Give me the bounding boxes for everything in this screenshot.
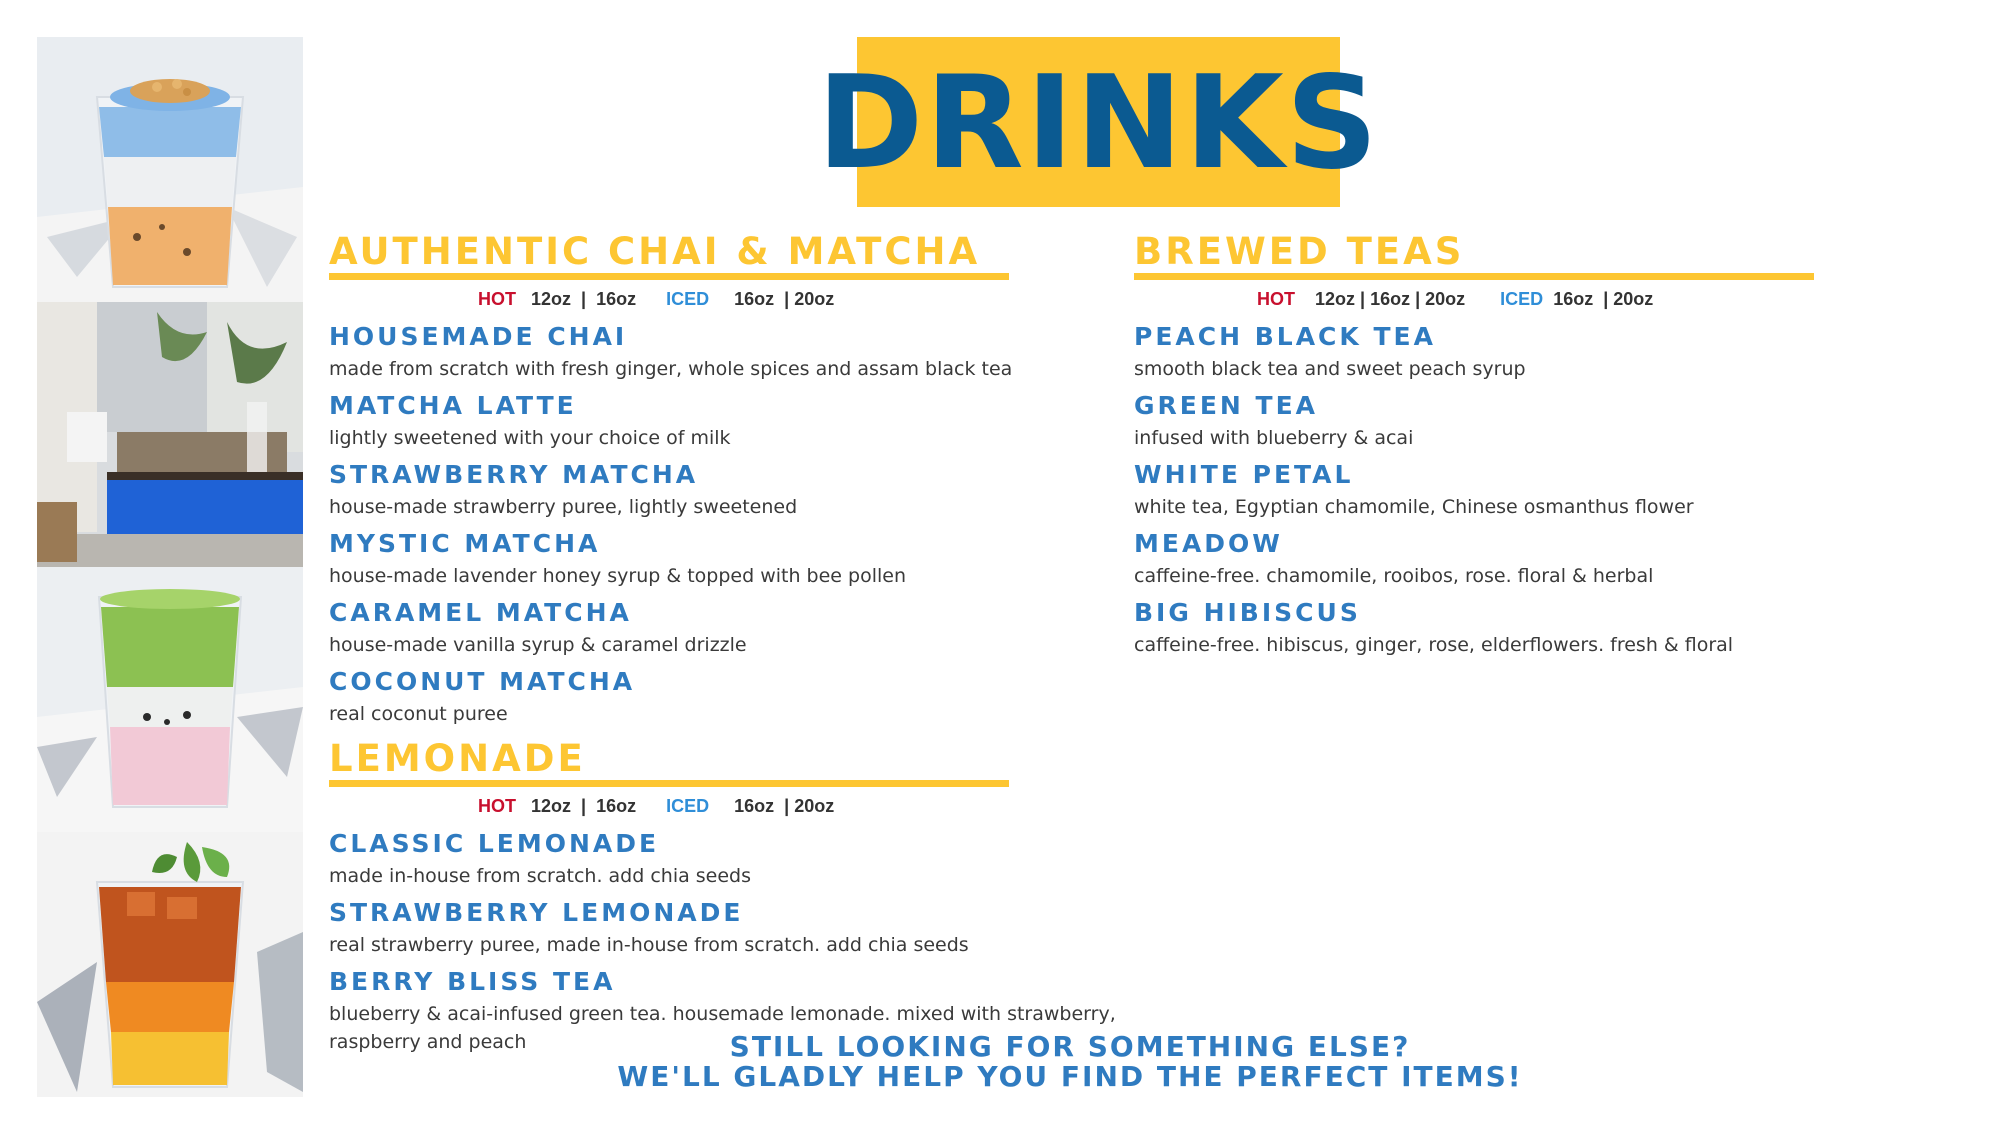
size-options — [478, 290, 834, 308]
iced-sizes: 16oz | 20oz — [1553, 289, 1654, 309]
section-divider — [329, 273, 1009, 280]
menu-item-name: MYSTIC MATCHA — [329, 529, 601, 558]
menu-item-name: STRAWBERRY LEMONADE — [329, 898, 744, 927]
menu-item-name: CLASSIC LEMONADE — [329, 829, 660, 858]
menu-item-description: house-made lavender honey syrup & topped with bee pollen — [329, 565, 907, 587]
iced-label: ICED — [666, 796, 710, 816]
iced-sizes: 16oz | 20oz — [734, 289, 835, 309]
menu-item-description: blueberry & acai-infused green tea. housemade lemonade. mixed with strawberry, — [329, 1003, 1116, 1025]
section-divider — [1134, 273, 1814, 280]
hot-label: HOT — [478, 796, 516, 816]
menu-item-name: COCONUT MATCHA — [329, 667, 636, 696]
size-options — [478, 797, 834, 815]
menu-item-name: CARAMEL MATCHA — [329, 598, 632, 627]
menu-item — [329, 669, 1189, 728]
iced-label: ICED — [1500, 289, 1544, 309]
menu-item-name: BERRY BLISS TEA — [329, 967, 616, 996]
menu-item-description: caffeine-free. hibiscus, ginger, rose, elderflowers. fresh & floral — [1134, 634, 1734, 656]
footer-line-1: STILL LOOKING FOR SOMETHING ELSE? — [729, 1030, 1411, 1063]
menu-item-name: MATCHA LATTE — [329, 391, 577, 420]
menu-item — [1134, 393, 1994, 452]
menu-item — [1134, 324, 1994, 383]
menu-item-description: house-made vanilla syrup & caramel drizzle — [329, 634, 747, 656]
menu-item-name: WHITE PETAL — [1134, 460, 1354, 489]
hot-sizes: 12oz | 16oz — [531, 796, 637, 816]
iced-sizes: 16oz | 20oz — [734, 796, 835, 816]
menu-item — [329, 900, 1189, 959]
menu-item — [329, 531, 1189, 590]
section-title-lemonade: LEMONADE — [329, 737, 586, 780]
title-banner — [817, 37, 1380, 207]
section-title-brewed-teas: BREWED TEAS — [1134, 230, 1465, 273]
footer-line-2: WE'LL GLADLY HELP YOU FIND THE PERFECT ITEMS! — [617, 1060, 1523, 1093]
iced-tea-with-mint-photo — [37, 832, 303, 1097]
menu-item — [329, 600, 1189, 659]
iced-label: ICED — [666, 289, 710, 309]
section-divider — [329, 780, 1009, 787]
footer-message — [560, 1032, 1580, 1092]
menu-item — [329, 393, 1189, 452]
menu-item-description-continued: raspberry and peach — [329, 1031, 527, 1053]
menu-item-description: white tea, Egyptian chamomile, Chinese osmanthus flower — [1134, 496, 1694, 518]
menu-item-description: infused with blueberry & acai — [1134, 427, 1414, 449]
menu-item-description: house-made strawberry puree, lightly sweetened — [329, 496, 798, 518]
strawberry-matcha-drink-photo — [37, 567, 303, 832]
menu-item-name: BIG HIBISCUS — [1134, 598, 1361, 627]
menu-item — [329, 462, 1189, 521]
page-title: DRINKS — [817, 49, 1380, 198]
section-title-chai-matcha: AUTHENTIC CHAI & MATCHA — [329, 230, 981, 273]
menu-item-name: STRAWBERRY MATCHA — [329, 460, 699, 489]
menu-item-description: lightly sweetened with your choice of milk — [329, 427, 731, 449]
menu-item — [1134, 531, 1994, 590]
hot-sizes: 12oz | 16oz | 20oz — [1315, 289, 1466, 309]
menu-item-name: HOUSEMADE CHAI — [329, 322, 628, 351]
cafe-interior-photo — [37, 302, 303, 567]
menu-item-description: caffeine-free. chamomile, rooibos, rose. floral & herbal — [1134, 565, 1654, 587]
menu-item — [329, 324, 1189, 383]
hot-sizes: 12oz | 16oz — [531, 289, 637, 309]
menu-item-description: real coconut puree — [329, 703, 508, 725]
butterfly-pea-chai-drink-photo — [37, 37, 303, 302]
menu-item-description: made in-house from scratch. add chia seeds — [329, 865, 752, 887]
menu-item — [1134, 462, 1994, 521]
menu-item-description: real strawberry puree, made in-house from scratch. add chia seeds — [329, 934, 969, 956]
menu-item-description: made from scratch with fresh ginger, whole spices and assam black tea — [329, 358, 1013, 380]
menu-item-name: MEADOW — [1134, 529, 1283, 558]
menu-item — [329, 831, 1189, 890]
size-options — [1257, 290, 1653, 308]
menu-item-description: smooth black tea and sweet peach syrup — [1134, 358, 1526, 380]
menu-item-name: GREEN TEA — [1134, 391, 1319, 420]
hot-label: HOT — [478, 289, 516, 309]
menu-item-name: PEACH BLACK TEA — [1134, 322, 1436, 351]
menu-item — [1134, 600, 1994, 659]
hot-label: HOT — [1257, 289, 1295, 309]
